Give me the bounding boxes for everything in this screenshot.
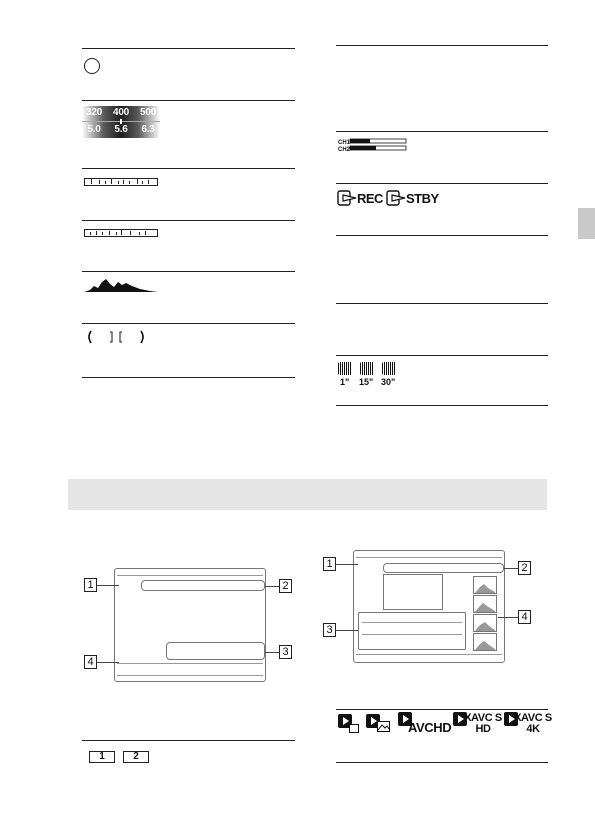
callout-leader <box>265 586 279 587</box>
table-rule <box>82 168 295 169</box>
histogram-icon <box>84 276 158 292</box>
table-rule <box>336 183 548 184</box>
table-rule <box>336 235 548 236</box>
diagram-line <box>117 663 263 664</box>
table-rule <box>82 271 295 272</box>
callout-4: 4 <box>84 655 97 669</box>
shutter-value: 320 <box>85 107 103 118</box>
table-rule <box>336 303 548 304</box>
callout-leader <box>336 630 358 631</box>
callout-leader <box>504 568 518 569</box>
diagram-line <box>117 675 263 676</box>
format-sub: 4K <box>526 723 540 735</box>
aperture-indicator-icon <box>84 229 158 237</box>
callout-1: 1 <box>84 578 97 592</box>
callout-leader <box>498 617 518 618</box>
callout-3: 3 <box>323 623 336 637</box>
diagram-area-2 <box>141 580 265 591</box>
movie-standby-icon <box>386 190 406 206</box>
table-rule <box>82 220 295 221</box>
standby-label: STBY <box>406 191 439 206</box>
shutter-value: 400 <box>112 107 130 118</box>
continuous-shooting-icon <box>338 362 352 375</box>
diagram-area-2 <box>383 563 504 573</box>
diagram-area-3 <box>166 642 265 660</box>
xavcs-hd-label <box>463 713 503 735</box>
shutter-speed-indicator-icon <box>84 178 158 186</box>
callout-leader <box>336 564 358 565</box>
avchd-label: AVCHD <box>408 720 452 735</box>
photo-badge-icon <box>349 724 359 733</box>
format-name: XAVC S <box>464 712 502 724</box>
interval-label: 15" <box>359 377 374 387</box>
callout-leader <box>265 652 279 653</box>
svg-text:CH1: CH1 <box>338 140 351 146</box>
callout-4: 4 <box>518 610 531 624</box>
table-rule <box>336 709 548 710</box>
callout-leader <box>97 662 119 663</box>
table-rule <box>82 48 295 49</box>
xavcs-4k-label <box>513 713 553 735</box>
folder-1-icon: 1 <box>89 751 115 763</box>
rec-label: REC <box>357 191 383 206</box>
continuous-shooting-icon <box>382 362 396 375</box>
histogram-thumb-icon <box>474 577 496 650</box>
table-rule <box>336 355 548 356</box>
aperture-value: 5.6 <box>114 124 128 135</box>
table-rule <box>82 740 295 741</box>
format-name: XAVC S <box>514 712 552 724</box>
exposure-value-scale <box>82 106 160 138</box>
callout-leader <box>97 585 119 586</box>
diagram-line <box>356 654 502 655</box>
focus-indicator-icon <box>84 58 100 74</box>
table-rule <box>336 405 548 406</box>
shutter-value: 500 <box>139 107 157 118</box>
interval-label: 30" <box>381 377 396 387</box>
folder-2-icon: 2 <box>123 751 149 763</box>
table-rule <box>336 131 548 132</box>
callout-1: 1 <box>323 557 336 571</box>
diagram-area-3 <box>358 612 466 650</box>
image-preview-area <box>383 574 443 610</box>
diagram-line <box>362 634 462 635</box>
format-sub: HD <box>475 723 491 735</box>
callout-2: 2 <box>518 561 531 575</box>
diagram-line <box>362 622 462 623</box>
table-rule <box>336 45 548 46</box>
af-area-frame-icon <box>86 330 146 344</box>
still-badge-icon <box>377 721 390 732</box>
callout-2: 2 <box>279 579 292 593</box>
diagram-line <box>356 557 502 558</box>
svg-text:CH2: CH2 <box>338 147 351 152</box>
callout-3: 3 <box>279 645 292 659</box>
movie-rec-icon <box>337 190 357 206</box>
table-rule <box>336 762 548 763</box>
continuous-shooting-icon <box>360 362 374 375</box>
aperture-value: 5.0 <box>87 124 101 135</box>
section-header-band <box>68 479 547 510</box>
audio-level-meter-icon <box>338 138 408 152</box>
page-side-tab <box>578 208 595 239</box>
table-rule <box>82 100 295 101</box>
table-rule <box>82 323 295 324</box>
interval-label: 1" <box>340 377 350 387</box>
aperture-value: 6.3 <box>141 124 155 135</box>
diagram-line <box>117 575 263 576</box>
table-rule <box>82 377 295 378</box>
